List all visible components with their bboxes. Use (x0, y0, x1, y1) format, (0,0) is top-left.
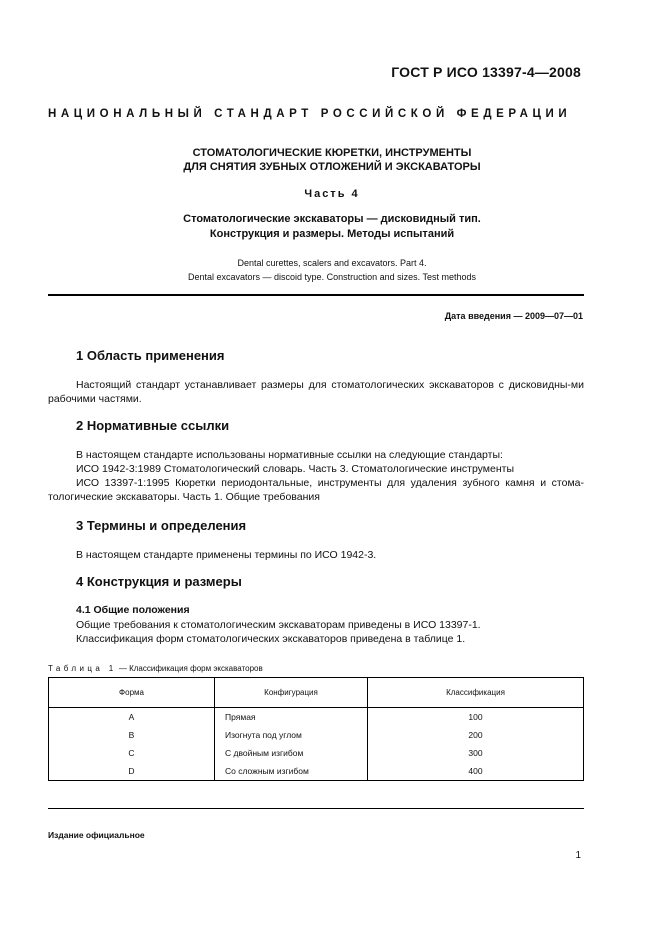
table-row (49, 744, 584, 762)
edition-label: Издание официальное (48, 830, 145, 840)
table-row (49, 708, 584, 727)
table-header-cell: Классификация (368, 678, 584, 708)
table-cell: A (49, 708, 215, 727)
table-cell: Со сложным изгибом (215, 762, 368, 781)
section-1-text: Настоящий стандарт устанавливает размеры для стоматологических экскаваторов с дисковидны-ми рабочими частями. (48, 379, 584, 405)
table-caption-text: — Классификация форм экскаваторов (116, 664, 263, 673)
section-4-heading: 4 Конструкция и размеры (76, 574, 242, 589)
section-2-line-2: ИСО 1942-3:1989 Стоматологический словарь. Часть 3. Стоматологические инструменты (76, 463, 515, 475)
table-cell: D (49, 762, 215, 781)
table-cell: 400 (368, 762, 584, 781)
table-cell: C (49, 744, 215, 762)
section-3-text: В настоящем стандарте применены термины по ИСО 1942-3. (76, 549, 377, 561)
section-2-line-3: ИСО 13397-1:1995 Кюретки периодонтальные, инструменты для удаления зубного камня и стома-тологические экскаваторы. Часть 1. Общие требования (48, 477, 584, 503)
table-header-row (49, 678, 584, 708)
table-cell: Изогнута под углом (215, 726, 368, 744)
table-header-cell: Конфигурация (215, 678, 368, 708)
table-row (49, 762, 584, 781)
section-3-heading: 3 Термины и определения (76, 518, 247, 533)
section-1-heading: 1 Область применения (76, 348, 225, 363)
table-header-cell: Форма (49, 678, 215, 708)
table-cell: 200 (368, 726, 584, 744)
english-title (48, 256, 616, 284)
classification-table (48, 677, 584, 781)
table-caption (48, 664, 263, 673)
page-number: 1 (575, 850, 581, 861)
table-cell: 300 (368, 744, 584, 762)
english-title-line-2: Dental excavators — discoid type. Construction and sizes. Test methods (188, 272, 476, 282)
section-4-line-2: Классификация форм стоматологических экскаваторов приведена в таблице 1. (76, 633, 466, 645)
footer-divider (48, 808, 584, 809)
title-line-2: ДЛЯ СНЯТИЯ ЗУБНЫХ ОТЛОЖЕНИЙ И ЭКСКАВАТОРЫ (183, 161, 481, 173)
table-row (49, 726, 584, 744)
standard-banner: НАЦИОНАЛЬНЫЙ СТАНДАРТ РОССИЙСКОЙ ФЕДЕРАЦИИ (48, 108, 572, 120)
table-cell: B (49, 726, 215, 744)
section-4-line-1: Общие требования к стоматологическим экскаваторам приведены в ИСО 13397-1. (76, 619, 481, 631)
document-subtitle (48, 212, 616, 242)
table-cell: С двойным изгибом (215, 744, 368, 762)
introduction-date: Дата введения — 2009—07—01 (444, 311, 583, 321)
section-2-heading: 2 Нормативные ссылки (76, 418, 230, 433)
document-number: ГОСТ Р ИСО 13397-4—2008 (391, 64, 581, 80)
header-divider (48, 294, 584, 296)
subtitle-line-1: Стоматологические экскаваторы — дисковидный тип. (183, 213, 481, 225)
table-cell: Прямая (215, 708, 368, 727)
subsection-4-1-heading: 4.1 Общие положения (76, 604, 190, 616)
subtitle-line-2: Конструкция и размеры. Методы испытаний (209, 228, 455, 240)
table-caption-label: Таблица 1 (48, 664, 117, 673)
table-cell: 100 (368, 708, 584, 727)
title-line-1: СТОМАТОЛОГИЧЕСКИЕ КЮРЕТКИ, ИНСТРУМЕНТЫ (192, 147, 472, 159)
english-title-line-1: Dental curettes, scalers and excavators. Part 4. (237, 258, 427, 268)
section-2-line-1: В настоящем стандарте использованы нормативные ссылки на следующие стандарты: (76, 449, 503, 461)
part-label: Часть 4 (304, 188, 360, 200)
document-title (48, 146, 616, 174)
